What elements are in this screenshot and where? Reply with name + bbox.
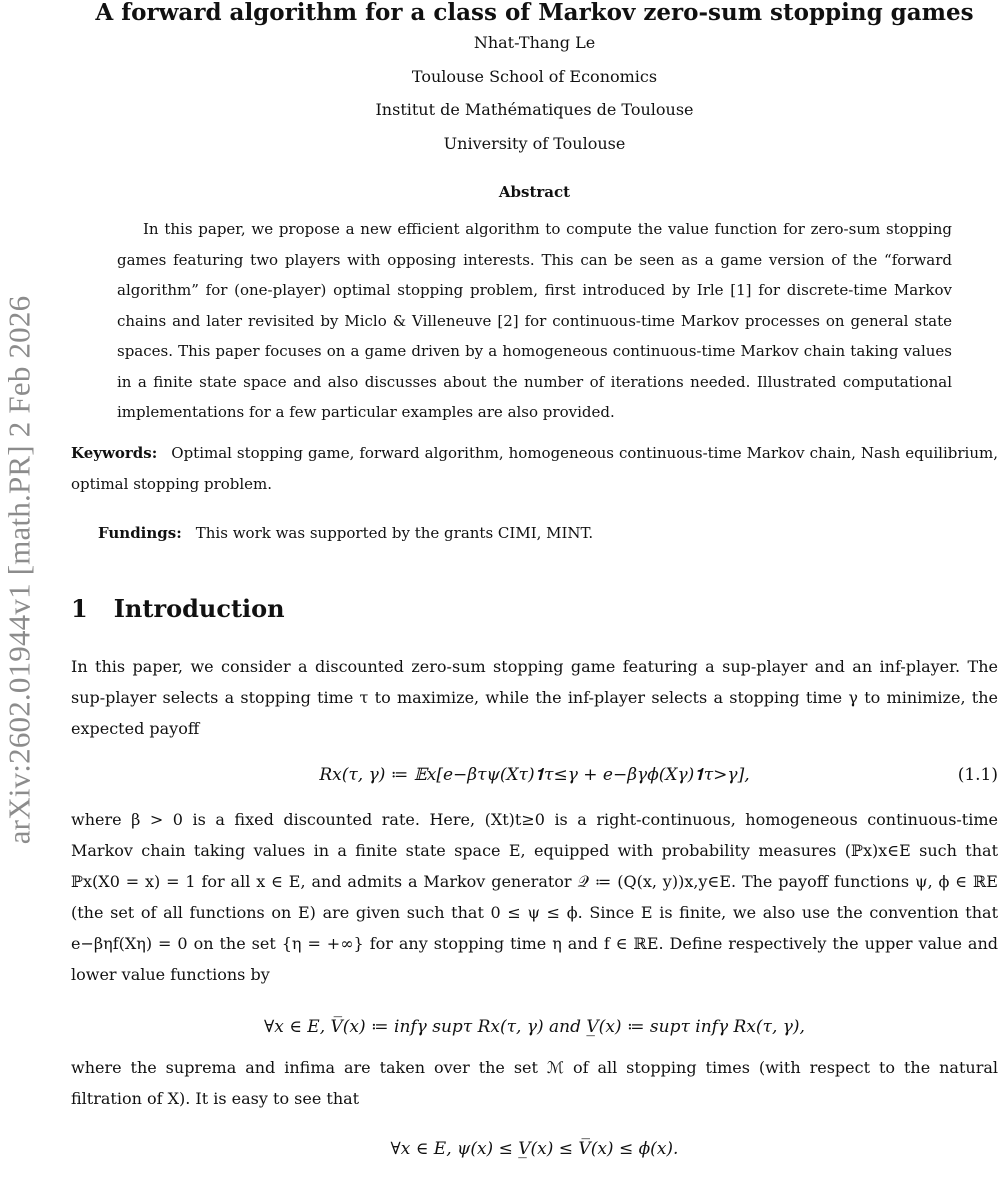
paper-title: A forward algorithm for a class of Markov zero-sum stopping games [95, 0, 974, 26]
affiliation-3: University of Toulouse [443, 133, 626, 153]
equation-value-functions: ∀x ∈ E, V̅(x) ≔ infγ supτ Rx(τ, γ) and V̲(x) ≔ supτ infγ Rx(τ, γ), [264, 1016, 805, 1037]
equation-bounds: ∀x ∈ E, ψ(x) ≤ V̲(x) ≤ V̅(x) ≤ ϕ(x). [390, 1138, 679, 1159]
section-title: Introduction [113, 593, 285, 623]
equation-1-1 [71, 760, 998, 790]
affiliation-2: Institut de Mathématiques de Toulouse [375, 100, 694, 119]
fundings [98, 518, 998, 549]
author-name: Nhat-Thang Le [473, 33, 596, 52]
intro-paragraph-1: In this paper, we consider a discounted zero-sum stopping game featuring a sup-player and an inf-player. The sup-player selects a stopping time τ to maximize, while the inf-player selects a stopping time γ to minimize, the expected payoff [71, 656, 998, 738]
equation-number: (1.1) [957, 764, 998, 785]
intro-paragraph-3: where the suprema and infima are taken over the set ℳ of all stopping times (with respect to the natural filtration of X). It is easy to see that [71, 1057, 998, 1108]
abstract-heading: Abstract [498, 183, 571, 201]
intro-paragraph-2: where β > 0 is a fixed discounted rate. Here, (Xt)t≥0 is a right-continuous, homogeneous continuous-time Markov chain taking values in a finite state space E, equipped with probability measures (ℙx)x∈E such that ℙx(X0 = x) = 1 for all x ∈ E, and admits a Markov generator 𝒬 ≔ (Q(x, y))x,y∈E. The payoff functions ψ, ϕ ∈ ℝE (the set of all functions on E) are given such that 0 ≤ ψ ≤ ϕ. Since E is finite, we also use the convention that e−βηf(Xη) = 0 on the set {η = +∞} for any stopping time η and f ∈ ℝE. Define respectively the upper value and lower value functions by [71, 809, 998, 984]
abstract-text: In this paper, we propose a new efficient algorithm to compute the value function for zero-sum stopping games featuring two players with opposing interests. This can be seen as a game version of the “forward algorithm” for (one-player) optimal stopping problem, first introduced by Irle [1] for discrete-time Markov chains and later revisited by Miclo & Villeneuve [2] for continuous-time Markov processes on general state spaces. This paper focuses on a game driven by a homogeneous continuous-time Markov chain taking values in a finite state space and also discusses about the number of iterations needed. Illustrated computational implementations for a few particular examples are also provided. [117, 220, 952, 421]
equation-1-1-body: Rx(τ, γ) ≔ 𝔼x[e−βτψ(Xτ)𝟏τ≤γ + e−βγϕ(Xγ)𝟏τ>γ], [319, 764, 750, 785]
fundings-label: Fundings: [98, 523, 182, 542]
affiliation-1: Toulouse School of Economics [411, 66, 658, 86]
keywords-label: Keywords: [71, 443, 158, 462]
arxiv-stamp [0, 240, 38, 900]
section-heading [71, 593, 998, 625]
arxiv-stamp-text: arXiv:2602.01944v1 [math.PR] 2 Feb 2026 [1, 295, 37, 845]
keywords [71, 438, 998, 500]
section-number: 1 [71, 593, 88, 623]
keywords-text: Optimal stopping game, forward algorithm, homogeneous continuous-time Markov chain, Nash equilibrium, optimal stopping problem. [71, 443, 998, 493]
paper-page [71, 0, 998, 1164]
fundings-text: This work was supported by the grants CIMI, MINT. [195, 523, 594, 542]
